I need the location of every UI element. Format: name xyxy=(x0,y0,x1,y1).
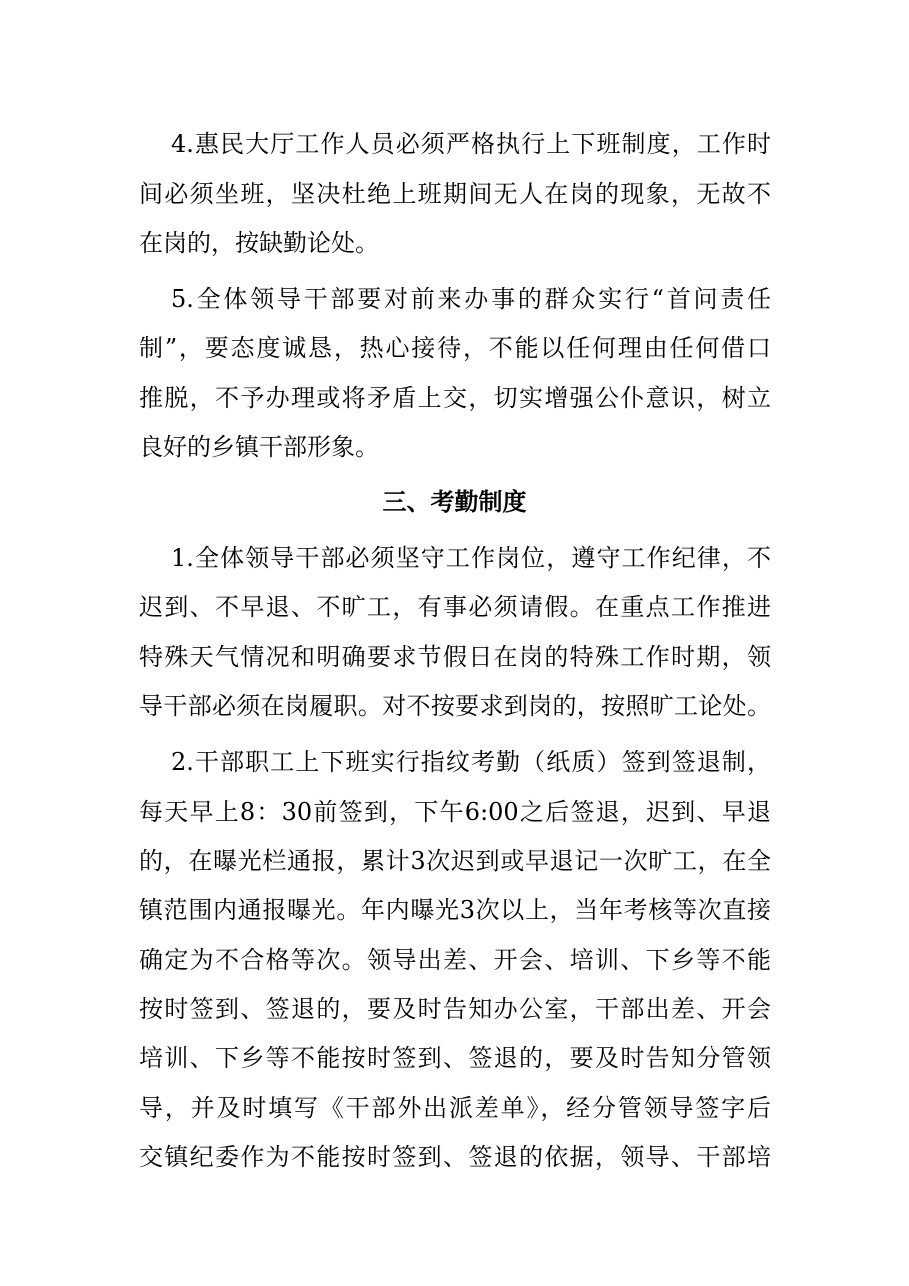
attendance-2-line-9: 交镇纪委作为不能按时签到、签退的依据，领导、干部培 xyxy=(139,1143,771,1171)
attendance-2-line-8: 导，并及时填写《干部外出派差单》，经分管领导签字后 xyxy=(139,1094,771,1122)
paragraph-4-line-1: 4.惠民大厅工作人员必须严格执行上下班制度，工作时 xyxy=(171,130,771,158)
attendance-2-line-3: 的，在曝光栏通报，累计3次迟到或早退记一次旷工，在全 xyxy=(139,847,771,875)
attendance-2-line-7: 培训、下乡等不能按时签到、签退的，要及时告知分管领 xyxy=(139,1044,771,1072)
paragraph-4-line-2: 间必须坐班，坚决杜绝上班期间无人在岗的现象，无故不 xyxy=(139,180,771,208)
attendance-1-line-3: 特殊天气情况和明确要求节假日在岗的特殊工作时期，领 xyxy=(139,643,771,671)
attendance-2-line-2: 每天早上8：30前签到，下午6:00之后签退，迟到、早退 xyxy=(139,798,771,826)
attendance-2-line-5: 确定为不合格等次。领导出差、开会、培训、下乡等不能 xyxy=(139,946,771,974)
paragraph-5-line-4: 良好的乡镇干部形象。 xyxy=(139,433,379,461)
attendance-1-line-4: 导干部必须在岗履职。对不按要求到岗的，按照旷工论处。 xyxy=(139,692,771,720)
section-heading: 三、考勤制度 xyxy=(382,488,527,516)
paragraph-4-line-3: 在岗的，按缺勤论处。 xyxy=(139,229,379,257)
attendance-1-line-2: 迟到、不早退、不旷工，有事必须请假。在重点工作推进 xyxy=(139,593,771,621)
attendance-2-line-1: 2.干部职工上下班实行指纹考勤（纸质）签到签退制， xyxy=(171,748,771,776)
attendance-1-line-1: 1.全体领导干部必须坚守工作岗位，遵守工作纪律，不 xyxy=(171,544,771,572)
paragraph-5-line-3: 推脱，不予办理或将矛盾上交，切实增强公仆意识，树立 xyxy=(139,384,771,412)
attendance-2-line-4: 镇范围内通报曝光。年内曝光3次以上，当年考核等次直接 xyxy=(139,896,771,924)
attendance-2-line-6: 按时签到、签退的，要及时告知办公室，干部出差、开会 xyxy=(139,995,771,1023)
paragraph-5-line-2: 制”，要态度诚恳，热心接待，不能以任何理由任何借口 xyxy=(139,334,771,362)
paragraph-5-line-1: 5.全体领导干部要对前来办事的群众实行“首问责任 xyxy=(171,285,771,313)
